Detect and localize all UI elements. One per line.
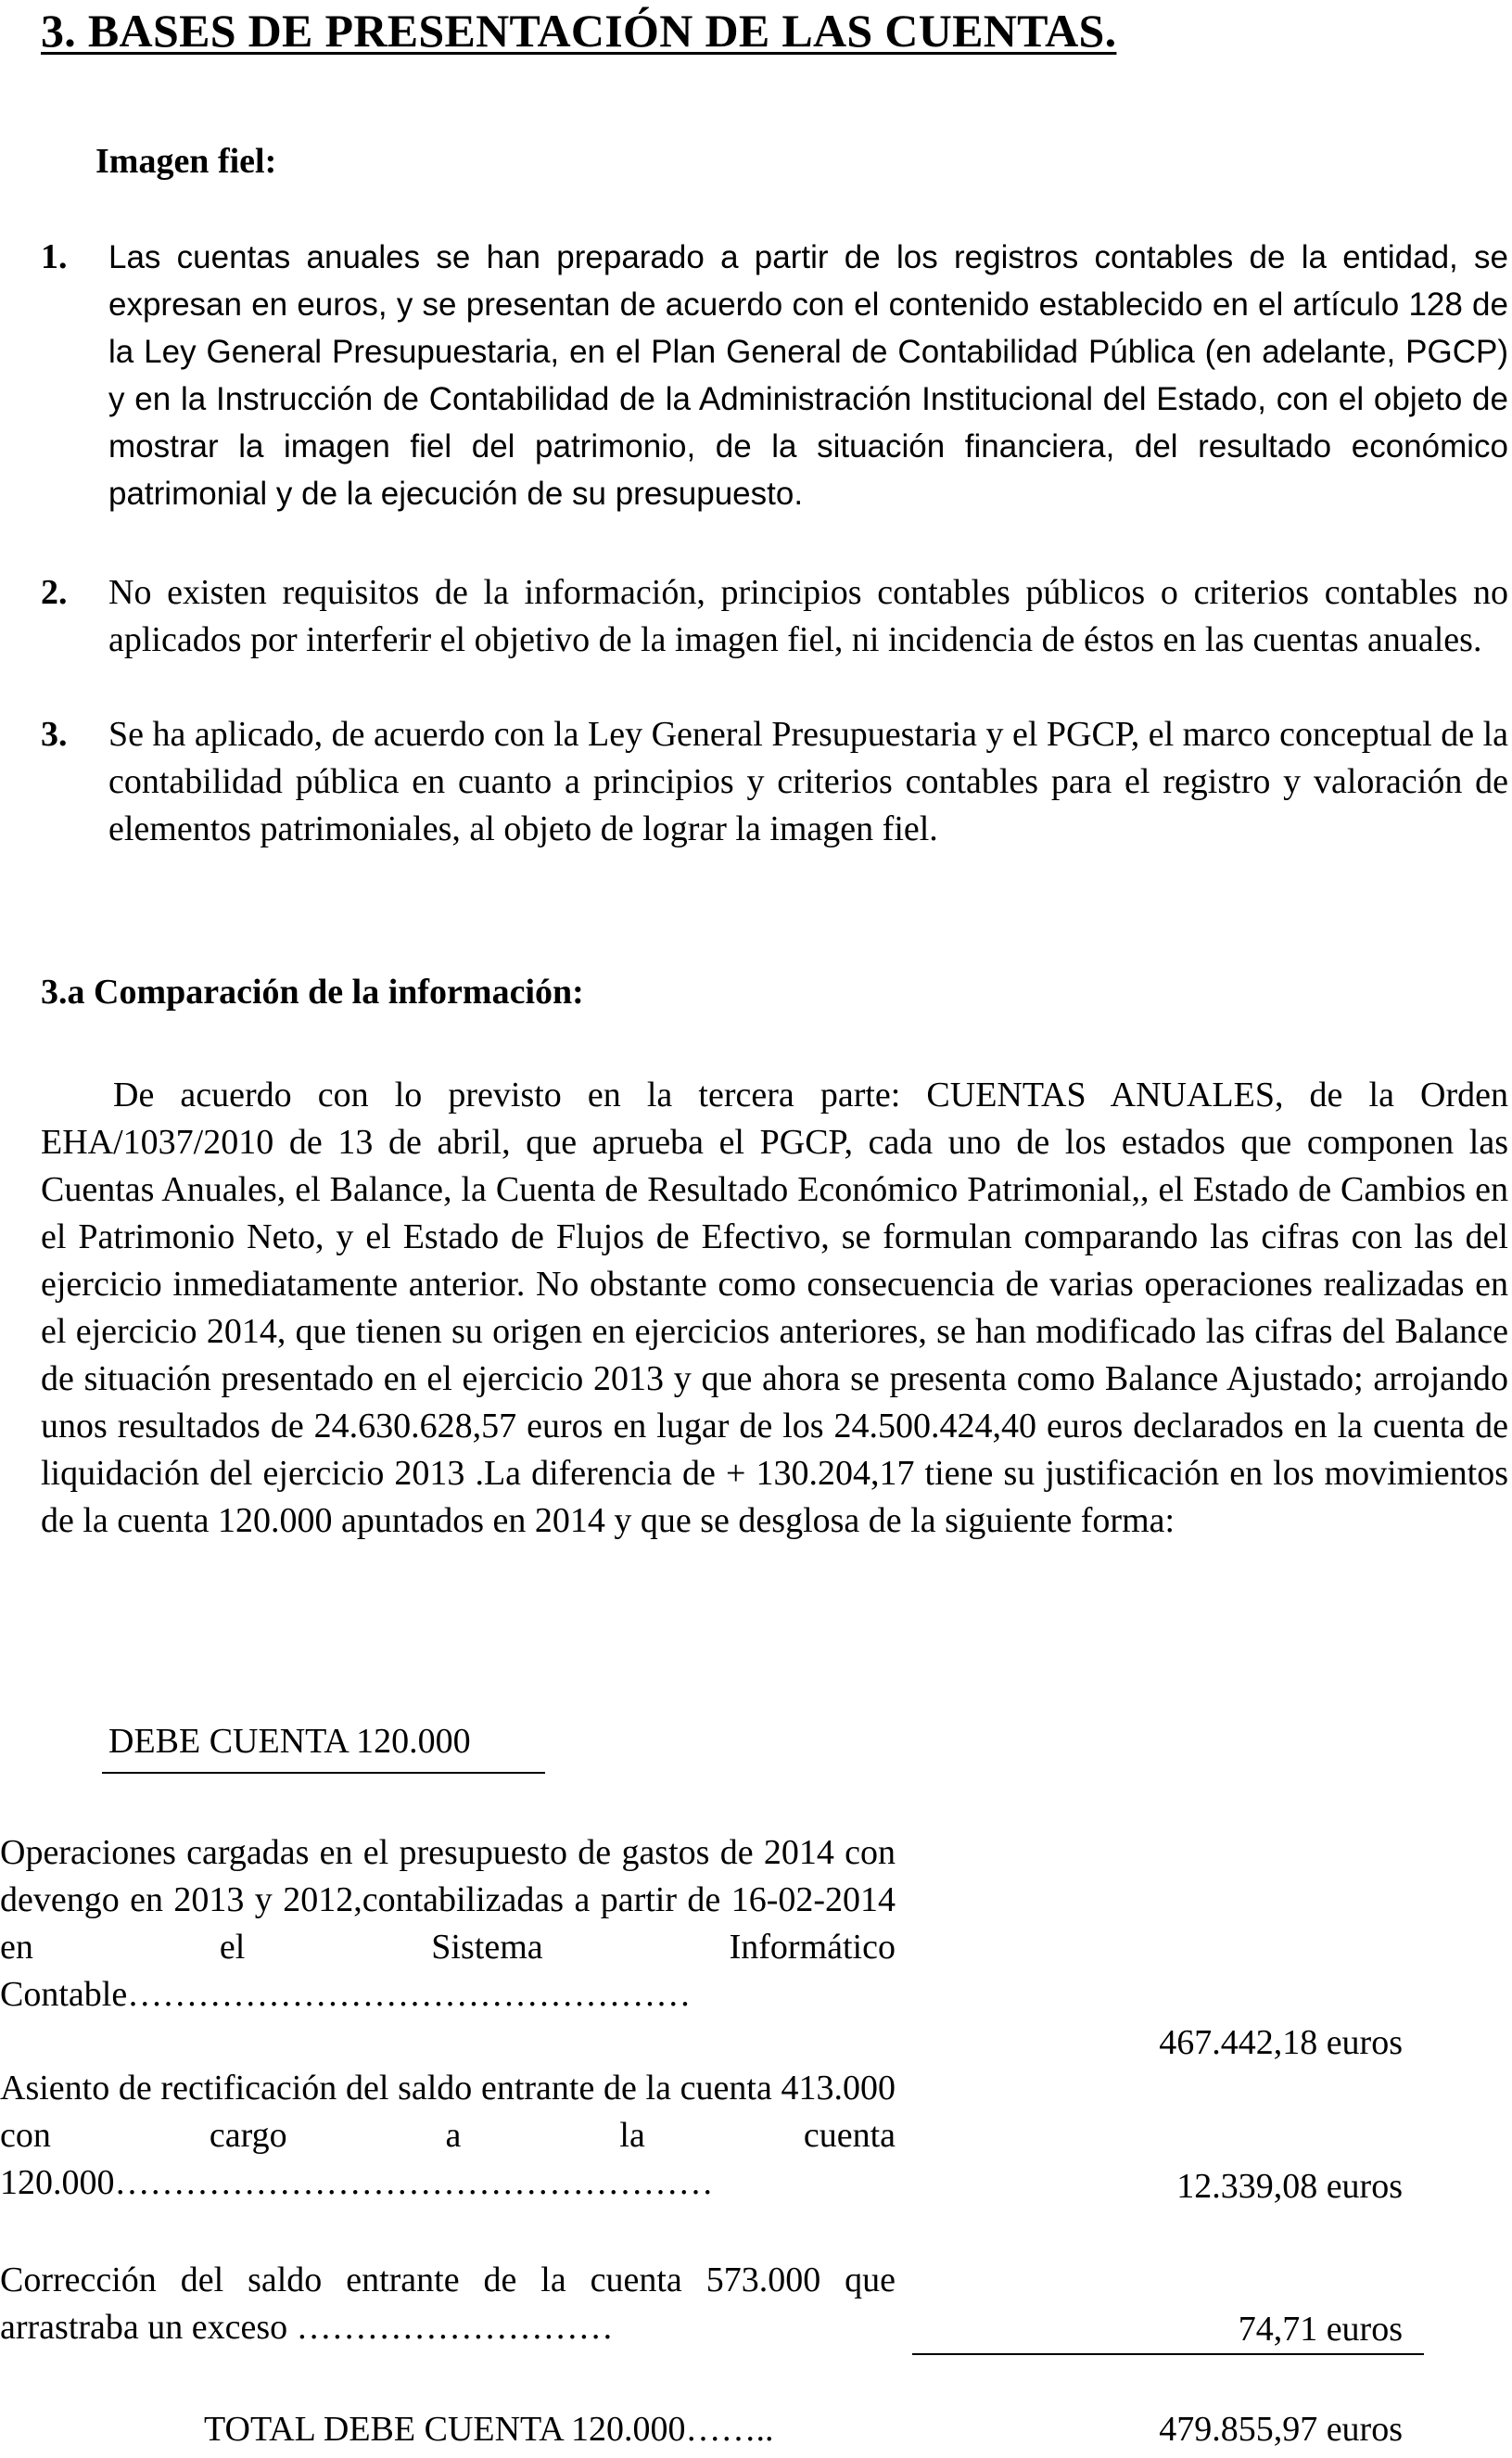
total-amount: 479.855,97 euros	[1159, 2410, 1403, 2449]
debe-entry-amount: 74,71 euros	[1238, 2310, 1403, 2349]
debe-entry-amount: 467.442,18 euros	[1159, 2023, 1403, 2062]
subtotal-rule	[912, 2353, 1424, 2355]
section-title: 3. BASES DE PRESENTACIÓN DE LAS CUENTAS.	[41, 5, 1117, 57]
debe-entry-text: Corrección del saldo entrante de la cuenta 573.000 que arrastraba un exceso ………………………	[0, 2261, 896, 2347]
item-number: 2.	[41, 573, 68, 612]
comparison-paragraph: De acuerdo con lo previsto en la tercera parte: CUENTAS ANUALES, de la Orden EHA/1037/2010 de 13 de abril, que aprueba el PGCP, cada uno de los estados que componen las Cuentas Anuales, el Balance, la Cuenta de Resultado Económico Patrimonial,, el Estado de Cambios en el Patrimonio Neto, y el Estado de Flujos de Efectivo, se formulan comparando las cifras con las del ejercicio inmediatamente anterior. No obstante como consecuencia de varias operaciones realizadas en el ejercicio 2014, que tienen su origen en ejercicios anteriores, se han modificado las cifras del Balance de situación presentado en el ejercicio 2013 y que ahora se presenta como Balance Ajustado; arrojando unos resultados de 24.630.628,57 euros en lugar de los 24.500.424,40 euros declarados en la cuenta de liquidación del ejercicio 2013 .La diferencia de + 130.204,17 tiene su justificación en los movimientos de la cuenta 120.000 apuntados en 2014 y que se desglosa de la siguiente forma:	[41, 1076, 1508, 1540]
subsection-title: Imagen fiel:	[95, 142, 277, 181]
debe-entry-text: Operaciones cargadas en el presupuesto de gastos de 2014 con devengo en 2013 y 2012,contabilizadas a partir de 16-02-2014 en el Sistema Informático Contable…………………………………………	[0, 1833, 896, 2014]
item-text: No existen requisitos de la información, principios contables públicos o criterios contables no aplicados por interferir el objetivo de la imagen fiel, ni incidencia de éstos en las cuentas anuales.	[108, 573, 1508, 659]
debe-entry-amount: 12.339,08 euros	[1176, 2167, 1403, 2206]
heading-underline	[102, 1772, 545, 1774]
comparison-title: 3.a Comparación de la información:	[41, 973, 584, 1012]
item-number: 3.	[41, 715, 68, 754]
debe-entry-text: Asiento de rectificación del saldo entrante de la cuenta 413.000 con cargo a la cuenta 120.000……………………………………………	[0, 2069, 896, 2202]
item-number: 1.	[41, 237, 68, 276]
debe-heading: DEBE CUENTA 120.000	[108, 1722, 471, 1761]
item-text: Se ha aplicado, de acuerdo con la Ley General Presupuestaria y el PGCP, el marco conceptual de la contabilidad pública en cuanto a principios y criterios contables para el registro y valoración de elementos patrimoniales, al objeto de lograr la imagen fiel.	[108, 715, 1508, 848]
total-label: TOTAL DEBE CUENTA 120.000……..	[204, 2410, 774, 2449]
item-text: Las cuentas anuales se han preparado a partir de los registros contables de la entidad, se expresan en euros, y se presentan de acuerdo con el contenido establecido en el artículo 128 de la Ley General Presupuestaria, en el Plan General de Contabilidad Pública (en adelante, PGCP) y en la Instrucción de Contabilidad de la Administración Institucional del Estado, con el objeto de mostrar la imagen fiel del patrimonio, de la situación financiera, del resultado económico patrimonial y de la ejecución de su presupuesto.	[108, 239, 1508, 512]
